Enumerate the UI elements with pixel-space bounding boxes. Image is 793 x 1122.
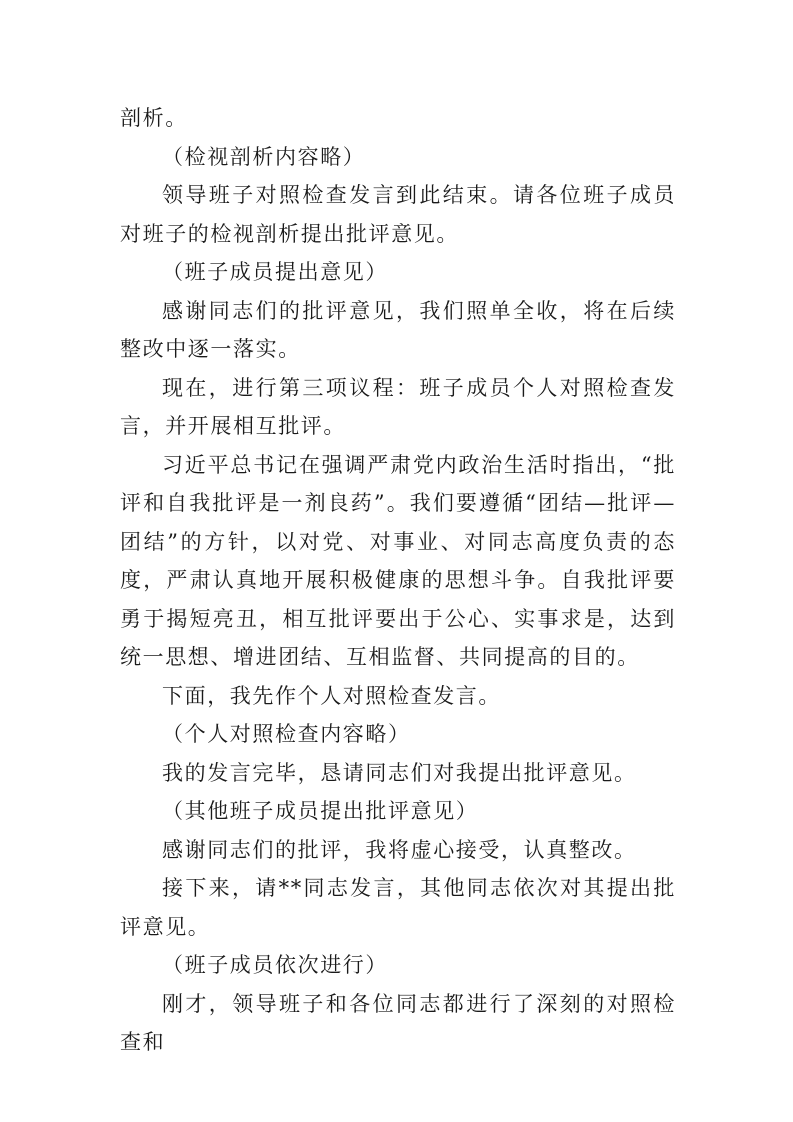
paragraph-quote: 习近平总书记在强调严肃党内政治生活时指出，“批评和自我批评是一剂良药”。我们要遵循“团结—批评—团结”的方针，以对党、对事业、对同志高度负责的态度，严肃认真地开展积极健康的思想斗争。自我批评要勇于揭短亮丑，相互批评要出于公心、实事求是，达到统一思想、增进团结、互相监督、共同提高的目的。 <box>120 452 676 669</box>
paragraph: 感谢同志们的批评意见，我们照单全收，将在后续整改中逐一落实。 <box>120 298 676 361</box>
paragraph: 下面，我先作个人对照检查发言。 <box>162 683 501 708</box>
paragraph-note-members-comment: （班子成员提出意见） <box>162 260 388 284</box>
paragraph-partial: 刚才，领导班子和各位同志都进行了深刻的对照检查和 <box>120 991 676 1054</box>
paragraph-agenda-item-three: 现在，进行第三项议程：班子成员个人对照检查发言，并开展相互批评。 <box>120 375 676 438</box>
paragraph: 领导班子对照检查发言到此结束。请各位班子成员对班子的检视剖析提出批评意见。 <box>120 183 676 246</box>
paragraph: 感谢同志们的批评，我将虚心接受，认真整改。 <box>162 837 637 862</box>
paragraph-note-others-comment: （其他班子成员提出批评意见） <box>162 799 479 823</box>
document-body <box>120 99 676 1062</box>
paragraph-note-personal-content-omitted: （个人对照检查内容略） <box>162 722 411 746</box>
paragraph-note-members-in-turn: （班子成员依次进行） <box>162 953 388 977</box>
paragraph: 我的发言完毕，恳请同志们对我提出批评意见。 <box>162 760 637 785</box>
paragraph-continuation: 剖析。 <box>120 106 188 130</box>
paragraph: 接下来，请**同志发言，其他同志依次对其提出批评意见。 <box>120 876 676 939</box>
paragraph-note-content-omitted: （检视剖析内容略） <box>162 144 366 169</box>
